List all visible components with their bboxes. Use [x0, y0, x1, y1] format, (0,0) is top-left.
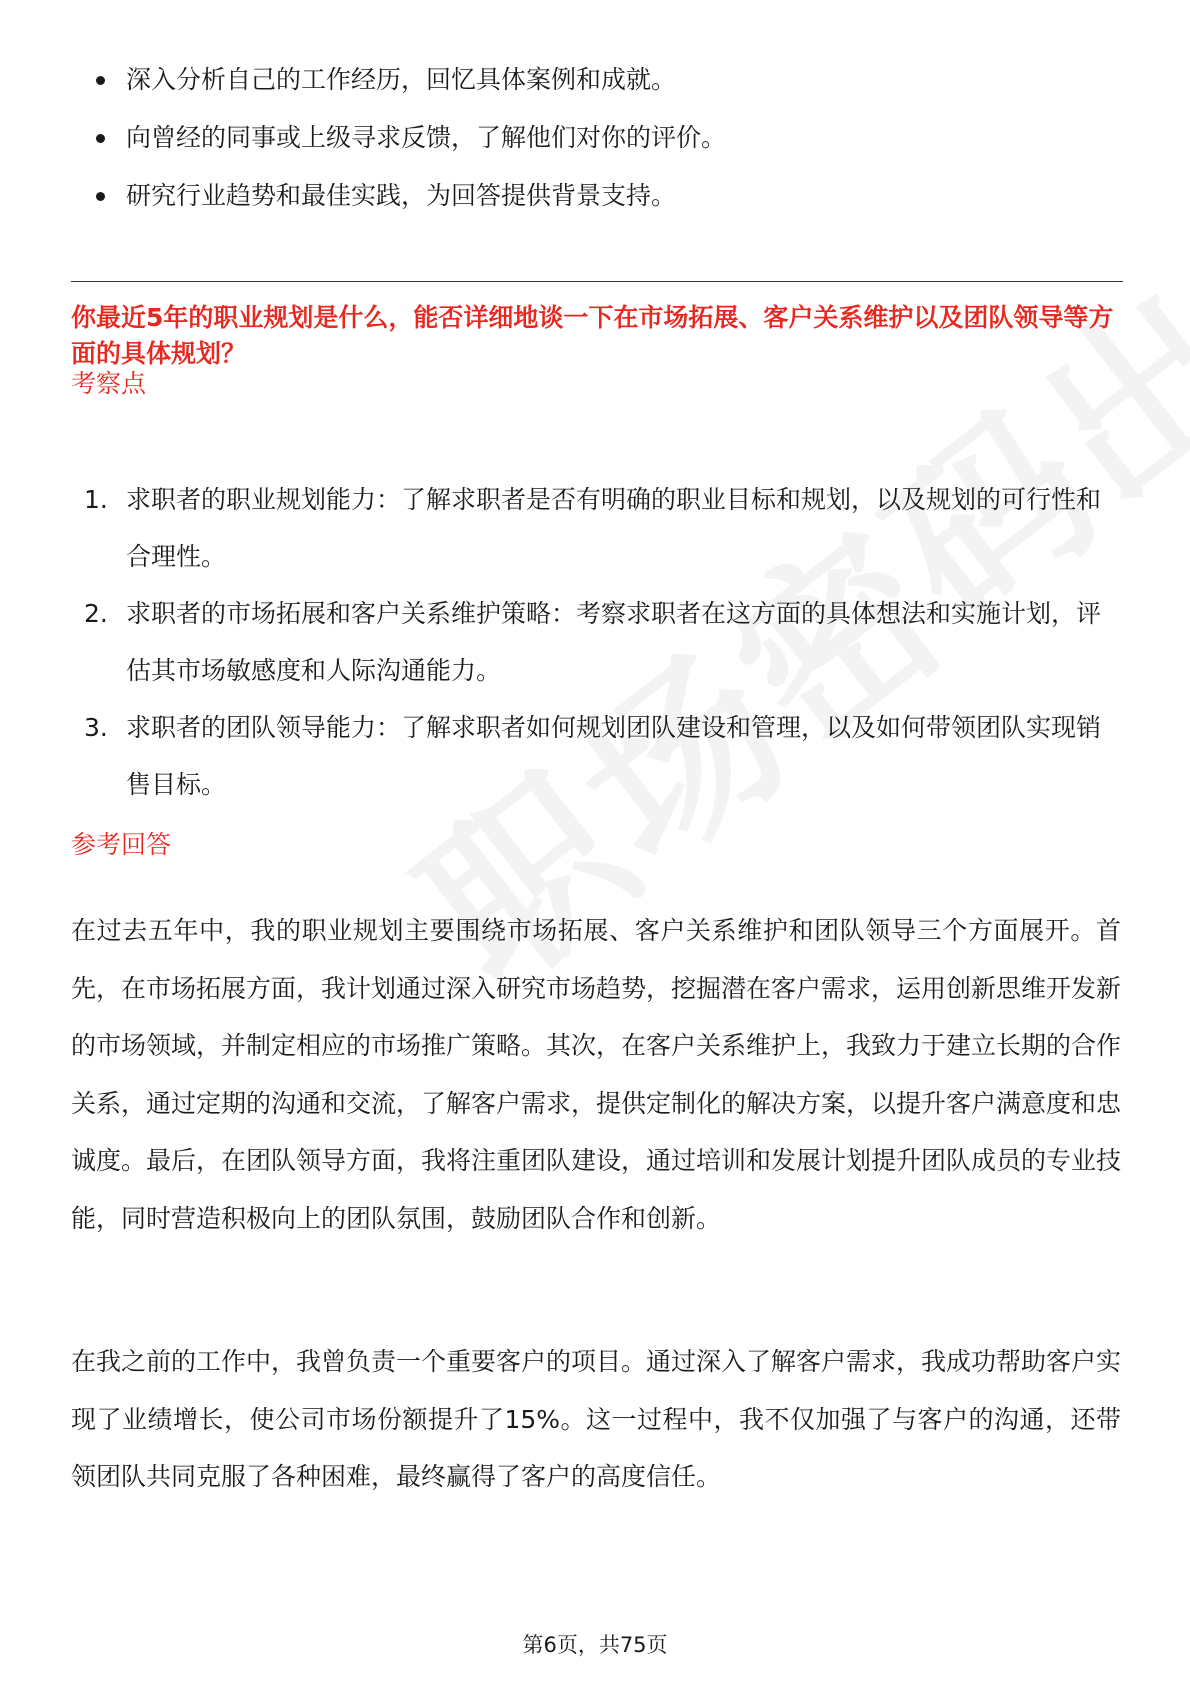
point-text: 求职者的职业规划能力：了解求职者是否有明确的职业目标和规划，以及规划的可行性和合理性。 [126, 485, 1102, 571]
bullet-dot-icon [96, 134, 105, 143]
assessment-title: 考察点 [71, 369, 147, 398]
section-divider [71, 281, 1123, 282]
tips-list [96, 62, 1106, 236]
list-item [96, 178, 1106, 214]
answer-title: 参考回答 [71, 830, 172, 859]
assessment-point [84, 471, 1124, 585]
list-item [96, 120, 1106, 156]
bullet-dot-icon [96, 192, 105, 201]
list-item [96, 62, 1106, 98]
point-text: 求职者的市场拓展和客户关系维护策略：考察求职者在这方面的具体想法和实施计划，评估其市场敏感度和人际沟通能力。 [126, 599, 1102, 685]
assessment-points-list [84, 471, 1124, 813]
list-item-text: 深入分析自己的工作经历，回忆具体案例和成就。 [126, 65, 677, 94]
list-item-text: 研究行业趋势和最佳实践，为回答提供背景支持。 [126, 181, 677, 210]
question-heading: 你最近5年的职业规划是什么，能否详细地谈一下在市场拓展、客户关系维护以及团队领导等方面的具体规划？ [71, 303, 1114, 368]
point-number: 2. [84, 599, 108, 628]
answer-paragraph: 在我之前的工作中，我曾负责一个重要客户的项目。通过深入了解客户需求，我成功帮助客户实现了业绩增长，使公司市场份额提升了15%。这一过程中，我不仅加强了与客户的沟通，还带领团队共同克服了各种困难，最终赢得了客户的高度信任。 [71, 1347, 1122, 1491]
page-footer: 第6页，共75页 [522, 1633, 668, 1657]
point-number: 3. [84, 713, 108, 742]
answer-paragraph: 在过去五年中，我的职业规划主要围绕市场拓展、客户关系维护和团队领导三个方面展开。首先，在市场拓展方面，我计划通过深入研究市场趋势，挖掘潜在客户需求，运用创新思维开发新的市场领域，并制定相应的市场推广策略。其次，在客户关系维护上，我致力于建立长期的合作关系，通过定期的沟通和交流，了解客户需求，提供定制化的解决方案，以提升客户满意度和忠诚度。最后，在团队领导方面，我将注重团队建设，通过培训和发展计划提升团队成员的专业技能，同时营造积极向上的团队氛围，鼓励团队合作和创新。 [71, 916, 1122, 1233]
assessment-point [84, 699, 1124, 813]
assessment-point [84, 585, 1124, 699]
bullet-dot-icon [96, 76, 105, 85]
point-text: 求职者的团队领导能力：了解求职者如何规划团队建设和管理，以及如何带领团队实现销售目标。 [126, 713, 1102, 799]
point-number: 1. [84, 485, 108, 514]
list-item-text: 向曾经的同事或上级寻求反馈，了解他们对你的评价。 [126, 123, 727, 152]
